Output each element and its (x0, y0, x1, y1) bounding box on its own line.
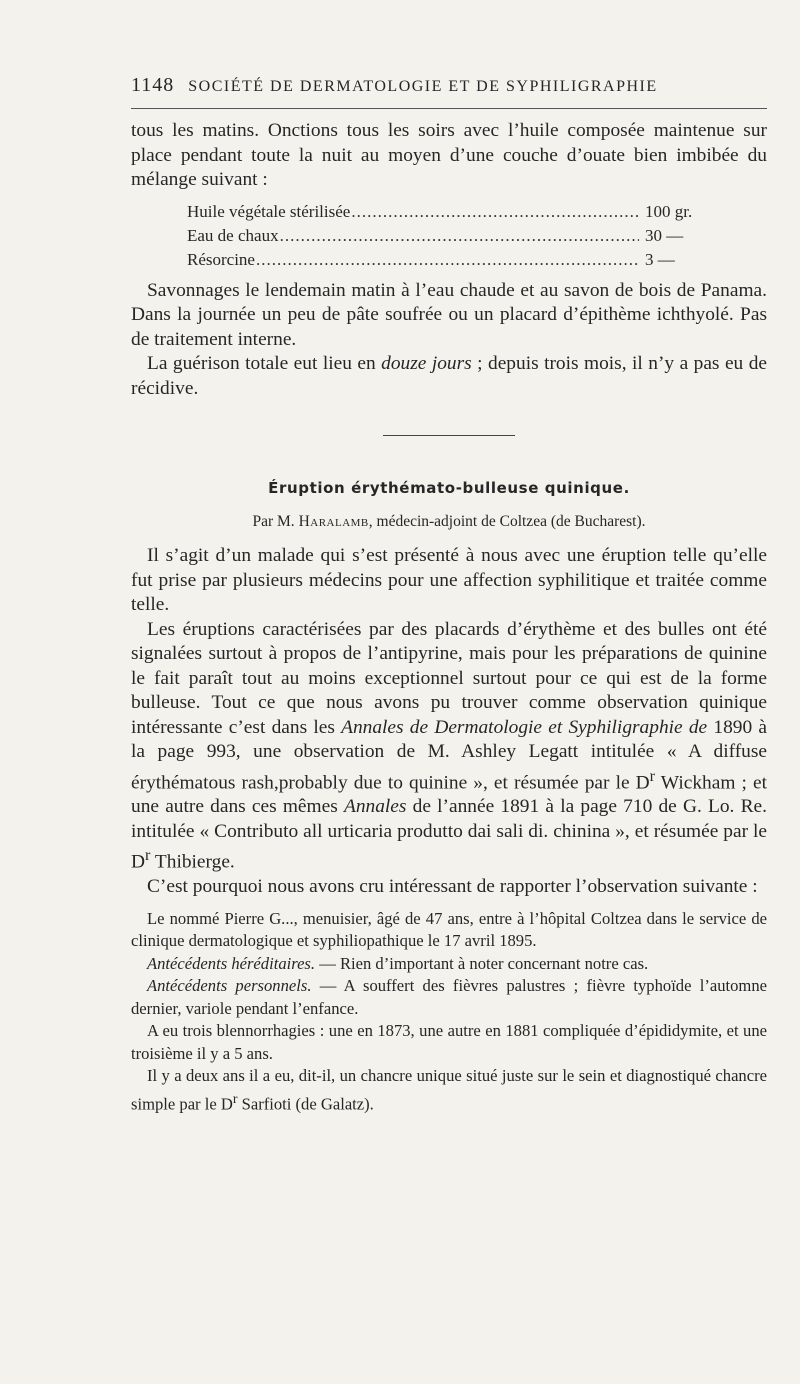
text-run: de l’année 1891 à la page 710 de G. Lo. Re. intitulée « Contributo all urticaria produtto dai sali di. chinina », et résumée par le D (131, 796, 767, 873)
paragraph: C’est pourquoi nous avons cru intéressant de rapporter l’observation suivante : (147, 876, 758, 898)
main-text (131, 119, 767, 1116)
emphasis: douze jours (381, 353, 472, 374)
paragraph: Savonnages le lendemain matin à l’eau chaude et au savon de bois de Panama. Dans la journée un peu de pâte soufrée ou un placard d’épithème ichthyolé. Pas de traitement interne. (131, 279, 767, 350)
leader-dots (351, 200, 639, 224)
text-run: — A souffert des fièvres palustres ; fièvre typhoïde l’automne dernier, variole pendant l’enfance. (131, 976, 767, 1018)
paragraph: Il s’agit d’un malade qui s’est présenté à nous avec une éruption telle qu’elle fut prise par plusieurs médecins pour une affection syphilitique et traitée comme telle. (131, 545, 767, 615)
emphasis: Annales (343, 796, 407, 818)
paragraph (131, 352, 767, 401)
article-title: Éruption érythémato-bulleuse quinique. (268, 479, 630, 497)
text-run: — Rien d’important à noter concernant notre cas. (315, 953, 649, 973)
recipe-ingredient: Eau de chaux (187, 225, 279, 245)
observation-paragraph (131, 975, 767, 1020)
superscript: r (145, 847, 151, 865)
running-header (131, 74, 767, 109)
text-run: Les éruptions caractérisées par des placards d’érythème et des bulles ont été signalées surtout à propos de l’antipyrine, mais pour les préparations de quinine le fait paraît tout au moins exceptionnel surtout pour ce qui est de la forme bulleuse. Tout ce que nous avons pu trouver comme observation quinique intéressante c’est dans les (131, 618, 767, 738)
observation-paragraph (131, 953, 767, 976)
observation-paragraph: A eu trois blennorrhagies : une en 1873, une autre en 1881 compliquée d’épididymite, et une troisième il y a 5 ans. (131, 1021, 767, 1063)
observation-block (131, 908, 767, 1116)
text-run: ; depuis trois mois, il n’y a pas eu de récidive. (131, 353, 767, 399)
recipe-quantity: 30 — (645, 225, 684, 245)
page-number: 1148 (131, 74, 175, 96)
byline (131, 510, 767, 534)
recipe-item (187, 200, 741, 224)
emphasis: Annales de Dermatologie et Syphiligraphie de (341, 716, 708, 738)
text-run: Thibierge. (150, 851, 235, 873)
text-run: Wickham ; et une autre dans ces mêmes (131, 771, 767, 818)
emphasis: Antécédents héréditaires. (147, 953, 316, 973)
recipe-ingredient: Résorcine (187, 249, 255, 269)
page (131, 74, 767, 1116)
recipe-ingredient: Huile végétale stérilisée (187, 201, 351, 221)
leader-dots (280, 224, 639, 248)
author-name: Haralamb (298, 513, 369, 530)
superscript: r (649, 767, 656, 785)
recipe-item (187, 248, 741, 272)
observation-paragraph (131, 1065, 767, 1116)
emphasis: Antécédents personnels. (147, 976, 312, 996)
paragraph (131, 618, 767, 876)
recipe-list (187, 200, 741, 272)
running-title: SOCIÉTÉ DE DERMATOLOGIE ET DE SYPHILIGRAPHIE (188, 78, 658, 95)
byline-suffix: , médecin-adjoint de Coltzea (de Bucharest). (368, 513, 646, 530)
leader-dots (256, 248, 639, 272)
text-run: Sarfioti (de Galatz). (237, 1094, 374, 1114)
text-run: La guérison totale eut lieu en (147, 353, 382, 374)
intro-paragraph: tous les matins. Onctions tous les soirs avec l’huile composée maintenue sur place pendant toute la nuit au moyen d’une couche d’ouate bien imbibée du mélange suivant : (131, 120, 767, 190)
section-divider (383, 435, 515, 436)
superscript: r (232, 1090, 238, 1106)
observation-paragraph: Le nommé Pierre G..., menuisier, âgé de 47 ans, entre à l’hôpital Coltzea dans le service de clinique dermatologique et syphiliopathique le 17 avril 1895. (131, 908, 767, 951)
text-run: 1890 à la page 993, une observation de M. Ashley Legatt intitulée « A diffuse érythématous rash,probably due to quinine », et résumée par le D (131, 716, 767, 793)
text-run: Il y a deux ans il a eu, dit-il, un chancre unique situé juste sur le sein et diagnostiqué chancre simple par le D (131, 1066, 767, 1114)
recipe-item (187, 224, 741, 248)
recipe-quantity: 3 — (645, 249, 675, 269)
recipe-quantity: 100 gr. (645, 201, 693, 221)
byline-prefix: Par M. (252, 513, 299, 530)
